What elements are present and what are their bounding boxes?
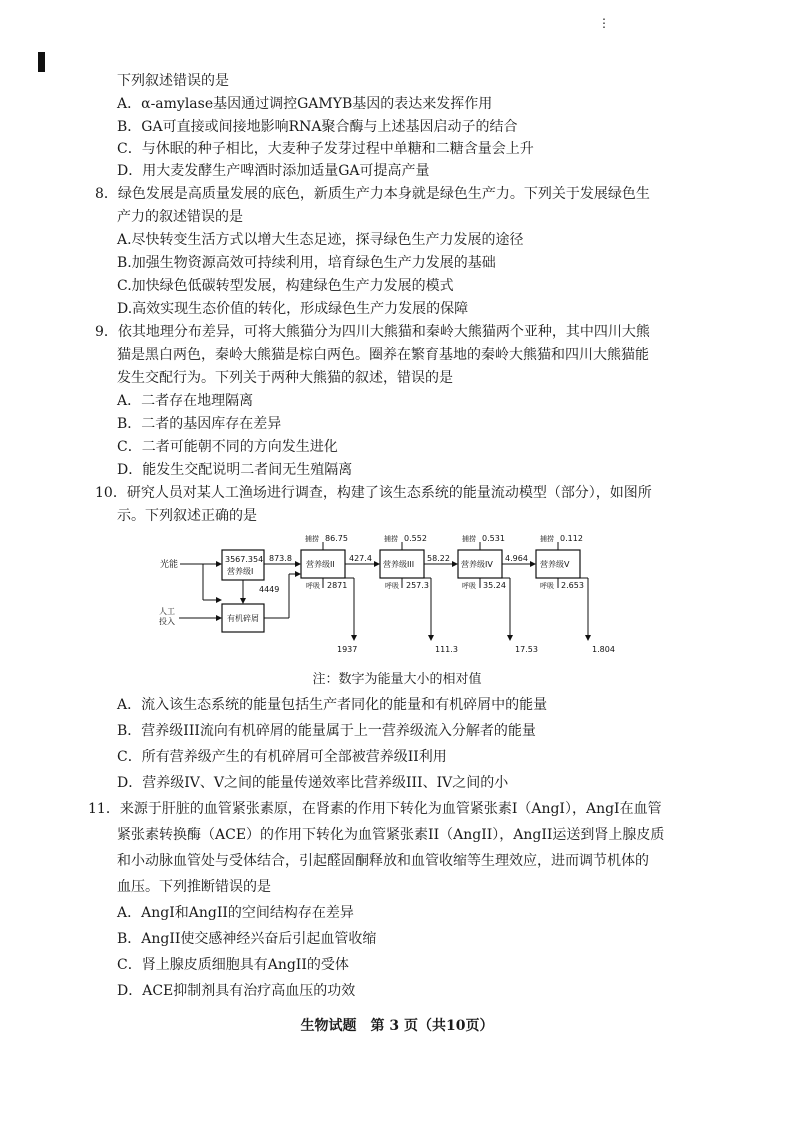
level-4-catch-value: 0.531 xyxy=(482,534,505,543)
flow-4-5-value: 4.964 xyxy=(505,554,528,563)
q11-option-c: C．肾上腺皮质细胞具有AngII的受体 xyxy=(117,957,349,973)
level-2-down-value: 1937 xyxy=(337,645,358,654)
q11-stem-4: 血压。下列推断错误的是 xyxy=(117,879,271,895)
q11-stem-2: 紧张素转换酶（ACE）的作用下转化为血管紧张素II（AngII），AngII运送到肾上腺皮质 xyxy=(117,827,665,843)
q8-stem-2: 产力的叙述错误的是 xyxy=(117,209,243,225)
q11-option-b: B．AngII使交感神经兴奋后引起血管收缩 xyxy=(117,931,377,947)
q8-option-c: C.加快绿色低碳转型发展，构建绿色生产力发展的模式 xyxy=(117,278,454,294)
flow-3-4-value: 58.22 xyxy=(427,554,450,563)
level-5-resp-value: 2.653 xyxy=(561,581,584,590)
flow-2-3-value: 427.4 xyxy=(349,554,372,563)
q7-option-d: D．用大麦发酵生产啤酒时添加适量GA可提高产量 xyxy=(117,163,430,179)
q10-stem-1: 10．研究人员对某人工渔场进行调查，构建了该生态系统的能量流动模型（部分），如图所 xyxy=(95,485,652,501)
level-2-resp-value: 2871 xyxy=(327,581,348,590)
level-3-catch-value: 0.552 xyxy=(404,534,427,543)
level-5-catch-value: 0.112 xyxy=(560,534,583,543)
q10-option-c: C．所有营养级产生的有机碎屑可全部被营养级II利用 xyxy=(117,749,447,765)
q7-option-b: B．GA可直接或间接地影响RNA聚合酶与上述基因启动子的结合 xyxy=(117,119,518,135)
q9-option-a: A．二者存在地理隔离 xyxy=(117,393,254,409)
q11-option-d: D．ACE抑制剂具有治疗高血压的功效 xyxy=(117,983,356,999)
q8-stem-1: 8．绿色发展是高质量发展的底色，新质生产力本身就是绿色生产力。下列关于发展绿色生 xyxy=(95,186,650,202)
level-3-label: 营养级III xyxy=(383,560,415,569)
producer-label: 营养级I xyxy=(227,567,254,576)
energy-flow-diagram xyxy=(155,530,625,660)
level-4-label: 营养级IV xyxy=(461,560,493,569)
level-5-label: 营养级V xyxy=(540,560,570,569)
input-light-label: 光能 xyxy=(160,560,179,570)
level-5-catch-label: 捕捞 xyxy=(540,535,554,543)
level-3-catch-label: 捕捞 xyxy=(384,535,398,543)
input-artificial-label-2: 投入 xyxy=(159,617,175,626)
q10-option-b: B．营养级III流向有机碎屑的能量属于上一营养级流入分解者的能量 xyxy=(117,723,536,739)
level-2-resp-label: 呼吸 xyxy=(306,582,320,590)
input-artificial-label-1: 人工 xyxy=(159,607,175,616)
q8-option-b: B.加强生物资源高效可持续利用，培育绿色生产力发展的基础 xyxy=(117,255,496,271)
level-2-label: 营养级II xyxy=(306,560,335,569)
level-2-catch-value: 86.75 xyxy=(325,534,348,543)
level-2-catch-label: 捕捞 xyxy=(305,535,319,543)
page-footer: 生物试题 第 3 页（共10页） xyxy=(300,1018,494,1034)
q10-stem-2: 示。下列叙述正确的是 xyxy=(117,508,257,524)
q9-stem-3: 发生交配行为。下列关于两种大熊猫的叙述，错误的是 xyxy=(117,370,453,386)
level-4-catch-label: 捕捞 xyxy=(462,535,476,543)
flow-1-2-value: 873.8 xyxy=(269,554,292,563)
level-4-down-value: 17.53 xyxy=(515,645,538,654)
q7-option-c: C．与休眠的种子相比，大麦种子发芽过程中单糖和二糖含量会上升 xyxy=(117,141,534,157)
q11-stem-3: 和小动脉血管处与受体结合，引起醛固酮释放和血管收缩等生理效应，进而调节机体的 xyxy=(117,853,649,869)
q11-stem-1: 11．来源于肝脏的血管紧张素原，在肾素的作用下转化为血管紧张素I（AngI），AngI在血管 xyxy=(88,801,662,817)
q10-option-d: D．营养级IV、V之间的能量传递效率比营养级III、IV之间的小 xyxy=(117,775,509,791)
level-4-resp-value: 35.24 xyxy=(483,581,506,590)
detritus-label: 有机碎屑 xyxy=(227,614,259,623)
q9-option-d: D．能发生交配说明二者间无生殖隔离 xyxy=(117,462,353,478)
level-5-resp-label: 呼吸 xyxy=(540,582,554,590)
level-5-down-value: 1.804 xyxy=(592,645,615,654)
q7-stem: 下列叙述错误的是 xyxy=(117,73,229,89)
q9-option-b: B．二者的基因库存在差异 xyxy=(117,416,282,432)
q9-stem-2: 猫是黑白两色，秦岭大熊猫是棕白两色。圈养在繁育基地的秦岭大熊猫和四川大熊猫能 xyxy=(117,347,649,363)
level-4-resp-label: 呼吸 xyxy=(462,582,476,590)
q8-option-d: D.高效实现生态价值的转化，形成绿色生产力发展的保障 xyxy=(117,301,469,317)
q7-option-a: A．α-amylase基因通过调控GAMYB基因的表达来发挥作用 xyxy=(117,96,493,112)
scan-mark xyxy=(38,52,45,72)
level-3-resp-label: 呼吸 xyxy=(385,582,399,590)
q9-stem-1: 9．依其地理分布差异，可将大熊猫分为四川大熊猫和秦岭大熊猫两个亚种，其中四川大熊 xyxy=(95,324,650,340)
level-3-resp-value: 257.3 xyxy=(406,581,429,590)
diagram-note: 注：数字为能量大小的相对值 xyxy=(312,672,482,687)
q11-option-a: A．AngI和AngII的空间结构存在差异 xyxy=(117,905,354,921)
level-3-down-value: 111.3 xyxy=(435,645,458,654)
q9-option-c: C．二者可能朝不同的方向发生进化 xyxy=(117,439,338,455)
flow-1-detritus-value: 4449 xyxy=(259,585,280,594)
scan-dot: ⋮ xyxy=(598,16,610,30)
q8-option-a: A.尽快转变生活方式以增大生态足迹，探寻绿色生产力发展的途径 xyxy=(117,232,524,248)
producer-value: 3567.354 xyxy=(225,555,264,564)
q10-option-a: A．流入该生态系统的能量包括生产者同化的能量和有机碎屑中的能量 xyxy=(117,697,548,713)
